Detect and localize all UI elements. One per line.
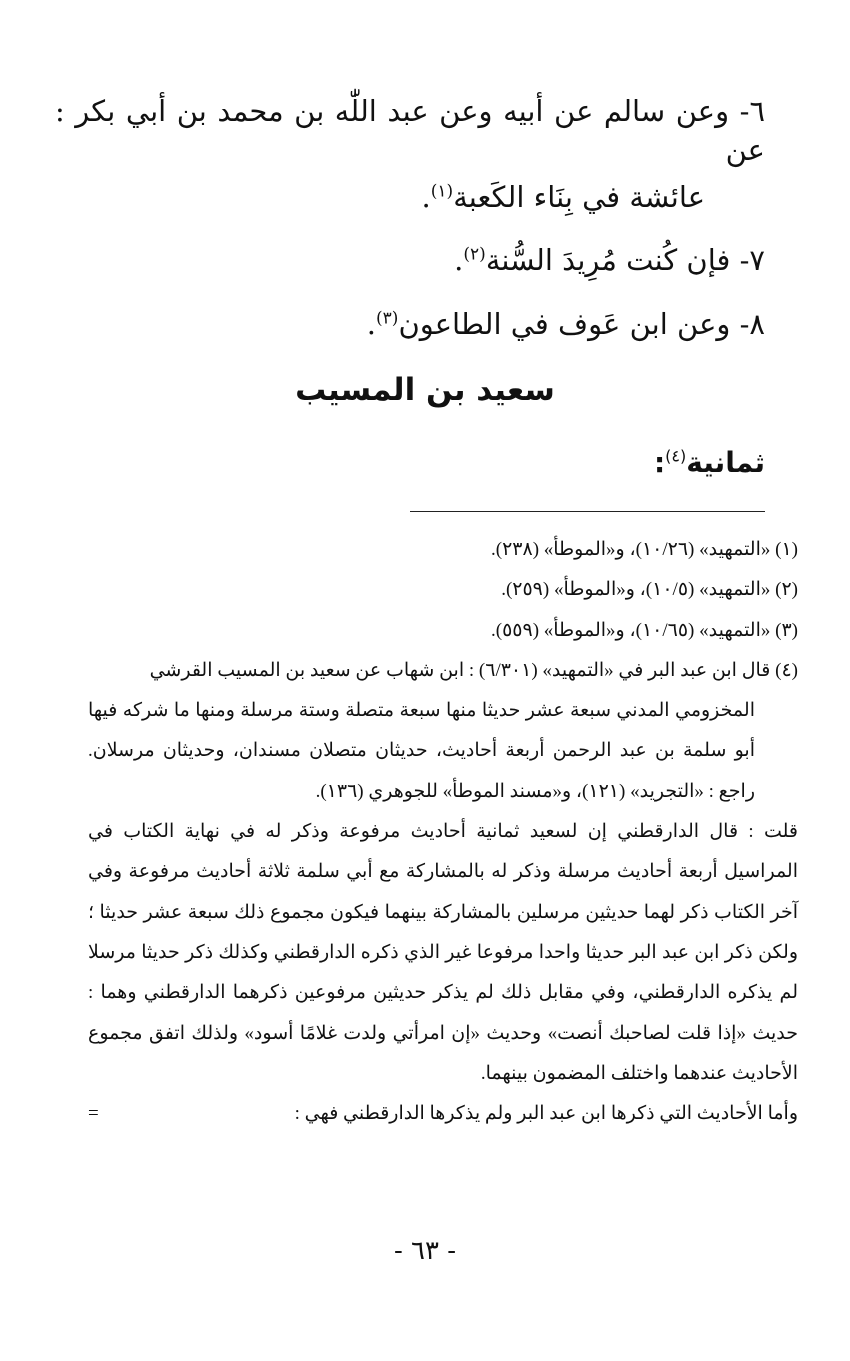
item-end: .: [366, 306, 377, 341]
footnote-1: (١) «التمهيد» (١٠/٢٦)، و«الموطأ» (٢٣٨).: [490, 539, 798, 560]
section-title: سعيد بن المسيب: [295, 372, 555, 408]
footnote-ref[interactable]: (٣): [376, 307, 399, 328]
list-item-8: [55, 305, 765, 344]
item-continuation: [55, 178, 765, 217]
item-number: ٨-: [739, 306, 765, 341]
subsection-heading: [654, 446, 765, 479]
footnotes: [88, 530, 798, 1134]
footnote-separator: [410, 511, 765, 512]
continuation-mark: =: [88, 1103, 99, 1125]
item-text: وعن سالم عن أبيه وعن عبد اللّٰه بن محمد بن أبي بكر : عن: [55, 94, 765, 168]
list-item-7: [55, 241, 765, 280]
main-text: [55, 92, 765, 368]
footnote-last-text: وأما الأحاديث التي ذكرها ابن عبد البر ولم يذكرها الدارقطني فهي :: [294, 1103, 798, 1125]
footnote-ref[interactable]: (٤): [665, 446, 687, 466]
item-number: ٧-: [739, 243, 765, 278]
subsection-end: :: [653, 446, 666, 479]
footnote-comment: قلت : قال الدارقطني إن لسعيد ثمانية أحاديث مرفوعة وذكر له في نهاية الكتاب في المراسيل أربعة أحاديث مرسلة وذكر له بالمشاركة مع أبي سلمة ثلاثة أحاديث مرفوعة وفي آخر الكتاب ذكر لهما حديثين مرسلين بالمشاركة بينهما فيكون مجموع ذلك سبعة عشر حديثا ؛ ولكن ذكر ابن عبد البر حديثا واحدا مرفوعا غير الذي ذكره الدارقطني وكذلك ذكر حديثا مرسلا لم يذكره الدارقطني، وفي مقابل ذلك لم يذكر حديثين مرفوعين ذكرهما الدارقطني وهما : حديث «إذا قلت لصاحبك أنصت» وحديث «إن امرأتي ولدت غلامًا أسود» ولذلك اتفق مجموع الأحاديث عندهما واختلف المضمون بينهما.: [88, 821, 798, 1084]
item-number: ٦-: [739, 94, 766, 128]
footnote-4: [88, 651, 798, 812]
item-text: وعن ابن عَوف في الطاعون: [398, 306, 731, 341]
footnote-2: (٢) «التمهيد» (١٠/٥)، و«الموطأ» (٢٥٩).: [501, 579, 798, 601]
list-item-6: [55, 92, 765, 217]
footnote-ref[interactable]: (٢): [463, 244, 486, 265]
item-text: فإن كُنت مُرِيدَ السُّنة: [485, 243, 731, 278]
page-number: - ٦٣ -: [393, 1236, 457, 1266]
footnote-ref[interactable]: (١): [430, 181, 454, 202]
item-text-2: عائشة في بِنَاء الكَعبة: [453, 180, 705, 215]
footnote-4-rest: المخزومي المدني سبعة عشر حديثا منها سبعة متصلة وستة مرسلة ومنها ما شركه فيها أبو سلمة بن عبد الرحمن أربعة أحاديث، حديثان متصلان مسندان، وحديثان مرسلان. راجع : «التجريد» (١٢١)، و«مسند الموطأ» للجوهري (١٣٦).: [88, 700, 755, 802]
footnote-last-line: [88, 1094, 798, 1134]
item-end: .: [454, 243, 464, 278]
footnote-4-first: (٤) قال ابن عبد البر في «التمهيد» (٦/٣٠١) : ابن شهاب عن سعيد بن المسيب القرشي: [149, 659, 798, 681]
footnote-3: (٣) «التمهيد» (١٠/٦٥)، و«الموطأ» (٥٥٩).: [490, 619, 798, 641]
subsection-label: ثمانية: [686, 446, 765, 479]
item-end: .: [421, 180, 431, 215]
